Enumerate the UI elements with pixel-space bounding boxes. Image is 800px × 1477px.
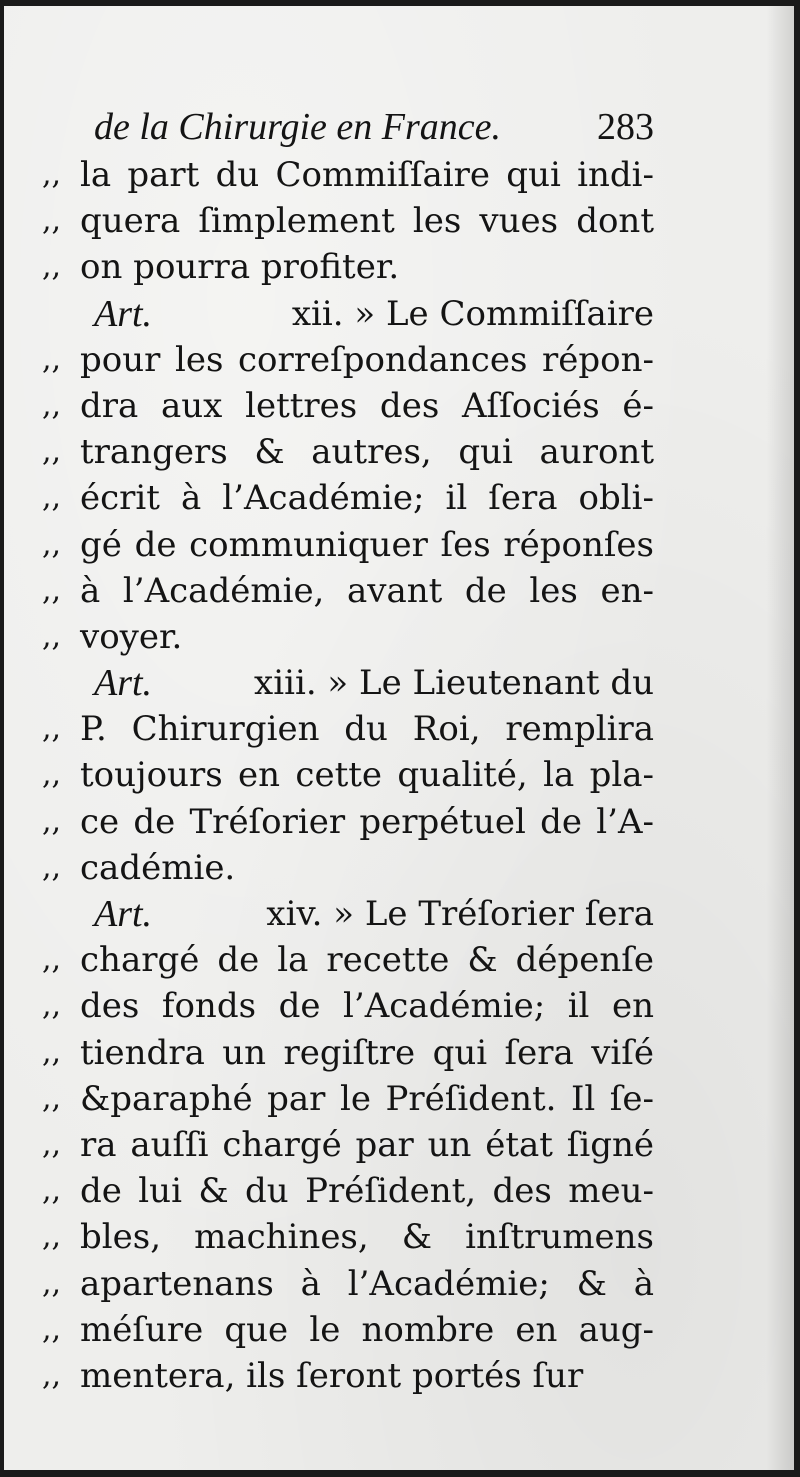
text-line xyxy=(42,706,654,752)
quote-mark: ,, xyxy=(42,1173,62,1209)
quote-mark: ,, xyxy=(42,1080,62,1116)
text-line xyxy=(42,522,654,568)
text-line xyxy=(42,1122,654,1168)
quote-mark: ,, xyxy=(42,988,62,1024)
line-text: chargé de la recette & dépenſe xyxy=(80,940,654,981)
quote-mark: ,, xyxy=(42,157,62,192)
line-text: tiendra un regiſtre qui ſera viſé xyxy=(80,1032,654,1073)
quote-mark: ,, xyxy=(42,1219,62,1255)
text-line xyxy=(42,1076,654,1122)
article-label: Art. xyxy=(94,662,153,705)
line-text: toujours en cette qualité, la pla- xyxy=(80,755,654,796)
quote-mark: ,, xyxy=(42,618,62,654)
line-text: ra auſſi chargé par un état ſigné xyxy=(80,1124,654,1165)
page-text-block xyxy=(42,102,654,1399)
line-text: on pourra profiter. xyxy=(80,247,400,288)
line-text: gé de communiquer ſes réponſes xyxy=(80,524,654,565)
page-gutter-shadow xyxy=(766,6,794,1470)
line-text: mentera, ils ſeront portés ſur xyxy=(80,1355,584,1396)
line-text: dra aux lettres des Aſſociés é- xyxy=(80,385,654,426)
text-line xyxy=(42,383,654,429)
text-line xyxy=(42,1030,654,1076)
text-line xyxy=(42,937,654,983)
line-text: ce de Tréſorier perpétuel de l’A- xyxy=(80,801,654,842)
quote-mark: ,, xyxy=(42,387,62,423)
text-line xyxy=(42,983,654,1029)
line-text: &paraphé par le Préſident. Il ſe- xyxy=(80,1078,654,1119)
line-text: xii. » Le Commiſſaire xyxy=(291,293,654,334)
quote-mark: ,, xyxy=(42,526,62,562)
quote-mark: ,, xyxy=(42,249,62,285)
text-line xyxy=(42,1261,654,1307)
body-text xyxy=(42,152,654,1399)
article-label: Art. xyxy=(94,893,153,935)
text-line xyxy=(42,614,654,660)
quote-mark: ,, xyxy=(42,711,62,747)
line-text: P. Chirurgien du Roi, remplira xyxy=(80,709,654,750)
quote-mark: ,, xyxy=(42,1357,62,1393)
line-text: la part du Commiſſaire qui indi- xyxy=(80,155,654,195)
quote-mark: ,, xyxy=(42,434,62,470)
text-line xyxy=(42,845,654,891)
line-text: voyer. xyxy=(80,616,183,657)
quote-mark: ,, xyxy=(42,1126,62,1162)
quote-mark: ,, xyxy=(42,803,62,839)
quote-mark: ,, xyxy=(42,572,62,608)
quote-mark: ,, xyxy=(42,942,62,978)
line-text: écrit à l’Académie; il ſera obli- xyxy=(80,478,654,519)
line-text: xiv. » Le Tréſorier ſera xyxy=(266,894,654,934)
line-text: trangers & autres, qui auront xyxy=(80,432,654,473)
running-title: de la Chirurgie en France. xyxy=(94,106,502,148)
text-line xyxy=(42,152,654,198)
quote-mark: ,, xyxy=(42,757,62,793)
text-line xyxy=(42,198,654,244)
line-text: xiii. » Le Lieutenant du xyxy=(254,663,654,704)
line-text: cadémie. xyxy=(80,847,236,888)
text-line xyxy=(42,1168,654,1214)
line-text: bles, machines, & inſtrumens xyxy=(80,1217,654,1258)
line-text: apartenans à l’Académie; & à xyxy=(80,1263,654,1304)
line-text: pour les correſpondances répon- xyxy=(80,339,654,380)
line-text: quera ſimplement les vues dont xyxy=(80,201,654,242)
running-header xyxy=(42,102,654,152)
quote-mark: ,, xyxy=(42,203,62,239)
text-line xyxy=(42,660,654,706)
page-number: 283 xyxy=(597,106,654,148)
text-line xyxy=(42,891,654,937)
text-line xyxy=(42,429,654,475)
text-line xyxy=(42,568,654,614)
text-line xyxy=(42,337,654,383)
quote-mark: ,, xyxy=(42,849,62,885)
quote-mark: ,, xyxy=(42,480,62,516)
text-line xyxy=(42,799,654,845)
quote-mark: ,, xyxy=(42,1034,62,1070)
article-label: Art. xyxy=(94,292,153,335)
text-line xyxy=(42,1214,654,1260)
text-line xyxy=(42,244,654,290)
line-text: méſure que le nombre en aug- xyxy=(80,1309,654,1350)
text-line xyxy=(42,1307,654,1353)
quote-mark: ,, xyxy=(42,341,62,377)
book-page xyxy=(4,6,794,1470)
text-line xyxy=(42,752,654,798)
quote-mark: ,, xyxy=(42,1265,62,1301)
text-line xyxy=(42,475,654,521)
text-line xyxy=(42,1353,654,1399)
quote-mark: ,, xyxy=(42,1311,62,1347)
text-line xyxy=(42,291,654,337)
line-text: de lui & du Préſident, des meu- xyxy=(80,1171,654,1212)
line-text: des fonds de l’Académie; il en xyxy=(80,986,654,1027)
line-text: à l’Académie, avant de les en- xyxy=(80,570,654,611)
